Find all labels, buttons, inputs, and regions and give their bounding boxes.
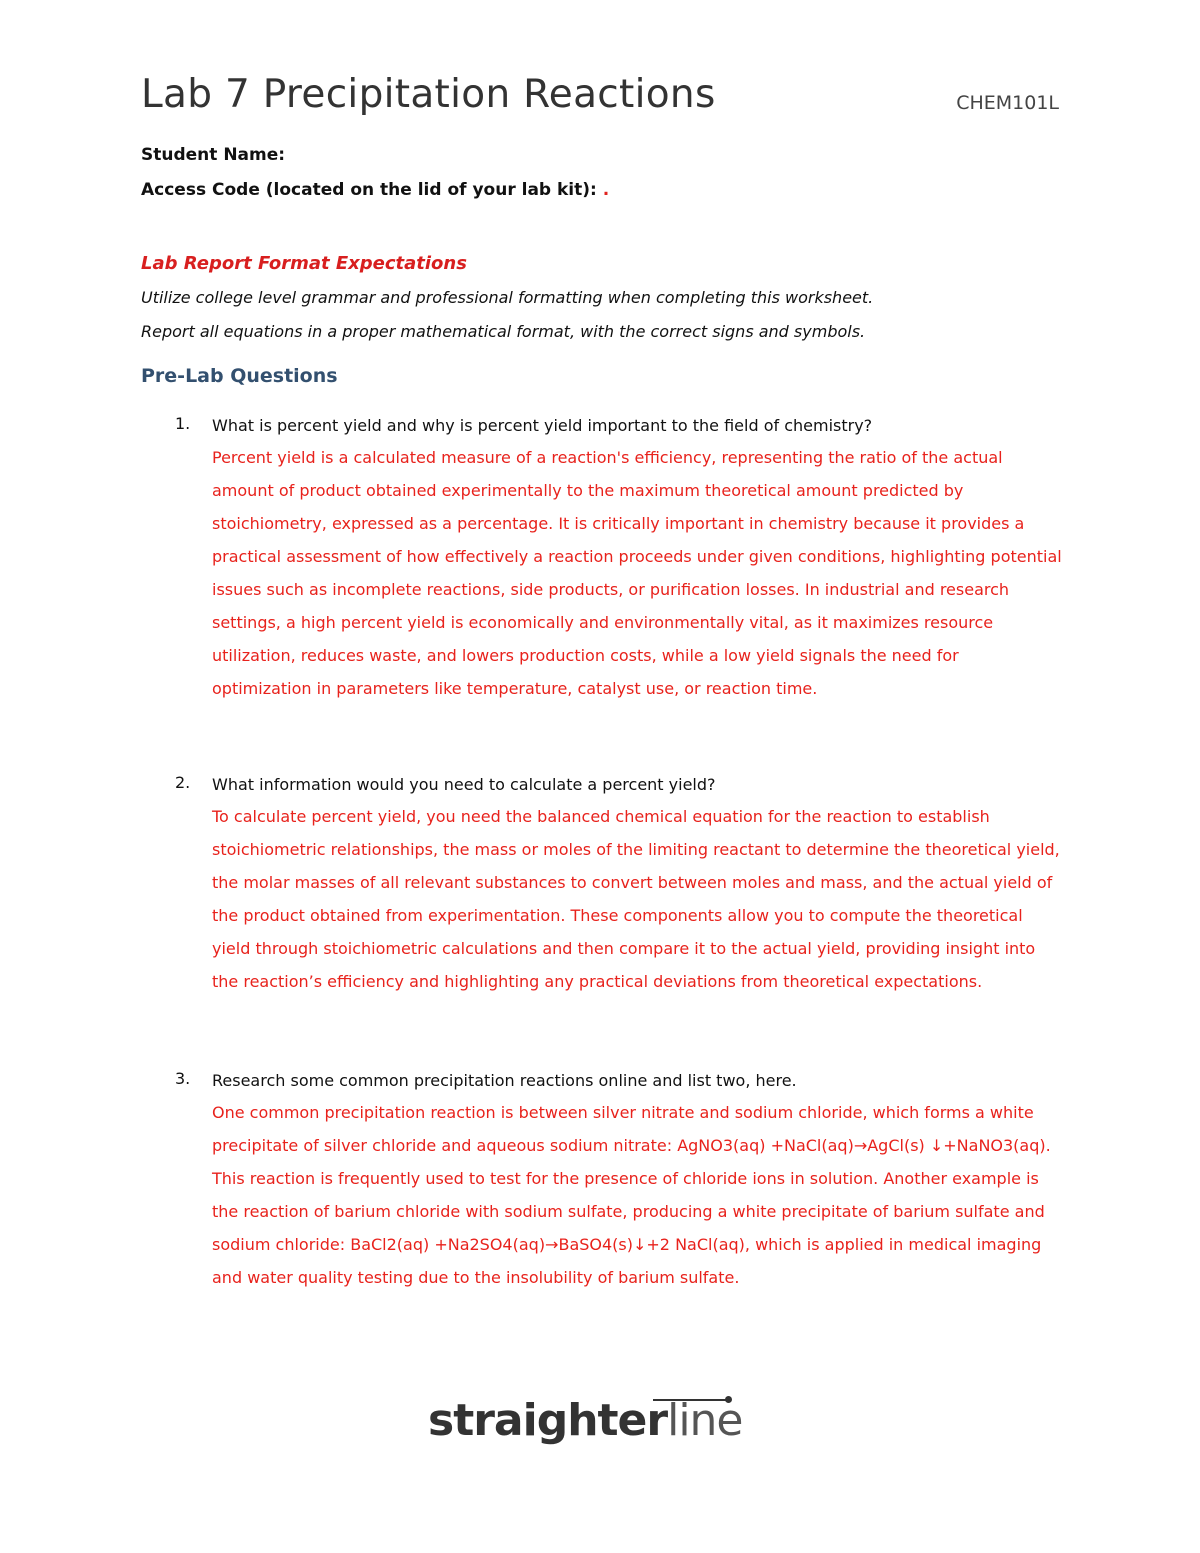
format-heading: Lab Report Format Expectations <box>141 253 467 274</box>
straighterline-logo <box>428 1395 764 1465</box>
access-code-value: . <box>602 180 610 200</box>
course-code: CHEM101L <box>956 92 1059 114</box>
format-line-1: Utilize college level grammar and professional formatting when completing this worksheet. <box>141 288 874 307</box>
access-code-row <box>141 180 609 200</box>
question-number: 3. <box>175 1069 191 1088</box>
page-title: Lab 7 Precipitation Reactions <box>141 72 716 117</box>
answer-text: One common precipitation reaction is between silver nitrate and sodium chloride, which forms a white precipitate of silver chloride and aqueous sodium nitrate: AgNO3(aq) +NaCl(aq)→AgCl(s) ↓+NaNO3(aq). This reaction is frequently used to test for the presence of chloride ions in solution. Another example is the reaction of barium chloride with sodium sulfate, producing a white precipitate of barium sulfate and sodium chloride: BaCl2(aq) +Na2SO4(aq)→BaSO4(s)↓+2 NaCl(aq), which is applied in medical imaging and water quality testing due to the insolubility of barium sulfate. <box>212 1103 1051 1287</box>
question-text: What is percent yield and why is percent yield important to the field of chemistry? <box>212 416 873 435</box>
logo-wordmark <box>428 1395 743 1446</box>
question-number: 1. <box>175 414 191 433</box>
header <box>141 72 1059 122</box>
student-name-label: Student Name: <box>141 145 286 165</box>
prelab-heading: Pre-Lab Questions <box>141 365 338 387</box>
access-code-label: Access Code (located on the lid of your lab kit): <box>141 180 597 200</box>
format-line-2: Report all equations in a proper mathematical format, with the correct signs and symbols. <box>141 322 866 341</box>
question-text: What information would you need to calculate a percent yield? <box>212 775 716 794</box>
logo-bold-text: straighter <box>428 1395 668 1446</box>
question-text: Research some common precipitation reactions online and list two, here. <box>212 1071 797 1090</box>
logo-light-text: line <box>667 1395 743 1446</box>
question-number: 2. <box>175 773 191 792</box>
answer-text: To calculate percent yield, you need the balanced chemical equation for the reaction to establish stoichiometric relationships, the mass or moles of the limiting reactant to determine the theoretical yield, the molar masses of all relevant substances to convert between moles and mass, and the actual yield of the product obtained from experimentation. These components allow you to compute the theoretical yield through stoichiometric calculations and then compare it to the actual yield, providing insight into the reaction’s efficiency and highlighting any practical deviations from theoretical expectations. <box>212 807 1060 991</box>
answer-text: Percent yield is a calculated measure of a reaction's efficiency, representing the ratio of the actual amount of product obtained experimentally to the maximum theoretical amount predicted by stoichiometry, expressed as a percentage. It is critically important in chemistry because it provides a practical assessment of how effectively a reaction proceeds under given conditions, highlighting potential issues such as incomplete reactions, side products, or purification losses. In industrial and research settings, a high percent yield is economically and environmentally vital, as it maximizes resource utilization, reduces waste, and lowers production costs, while a low yield signals the need for optimization in parameters like temperature, catalyst use, or reaction time. <box>212 448 1062 698</box>
